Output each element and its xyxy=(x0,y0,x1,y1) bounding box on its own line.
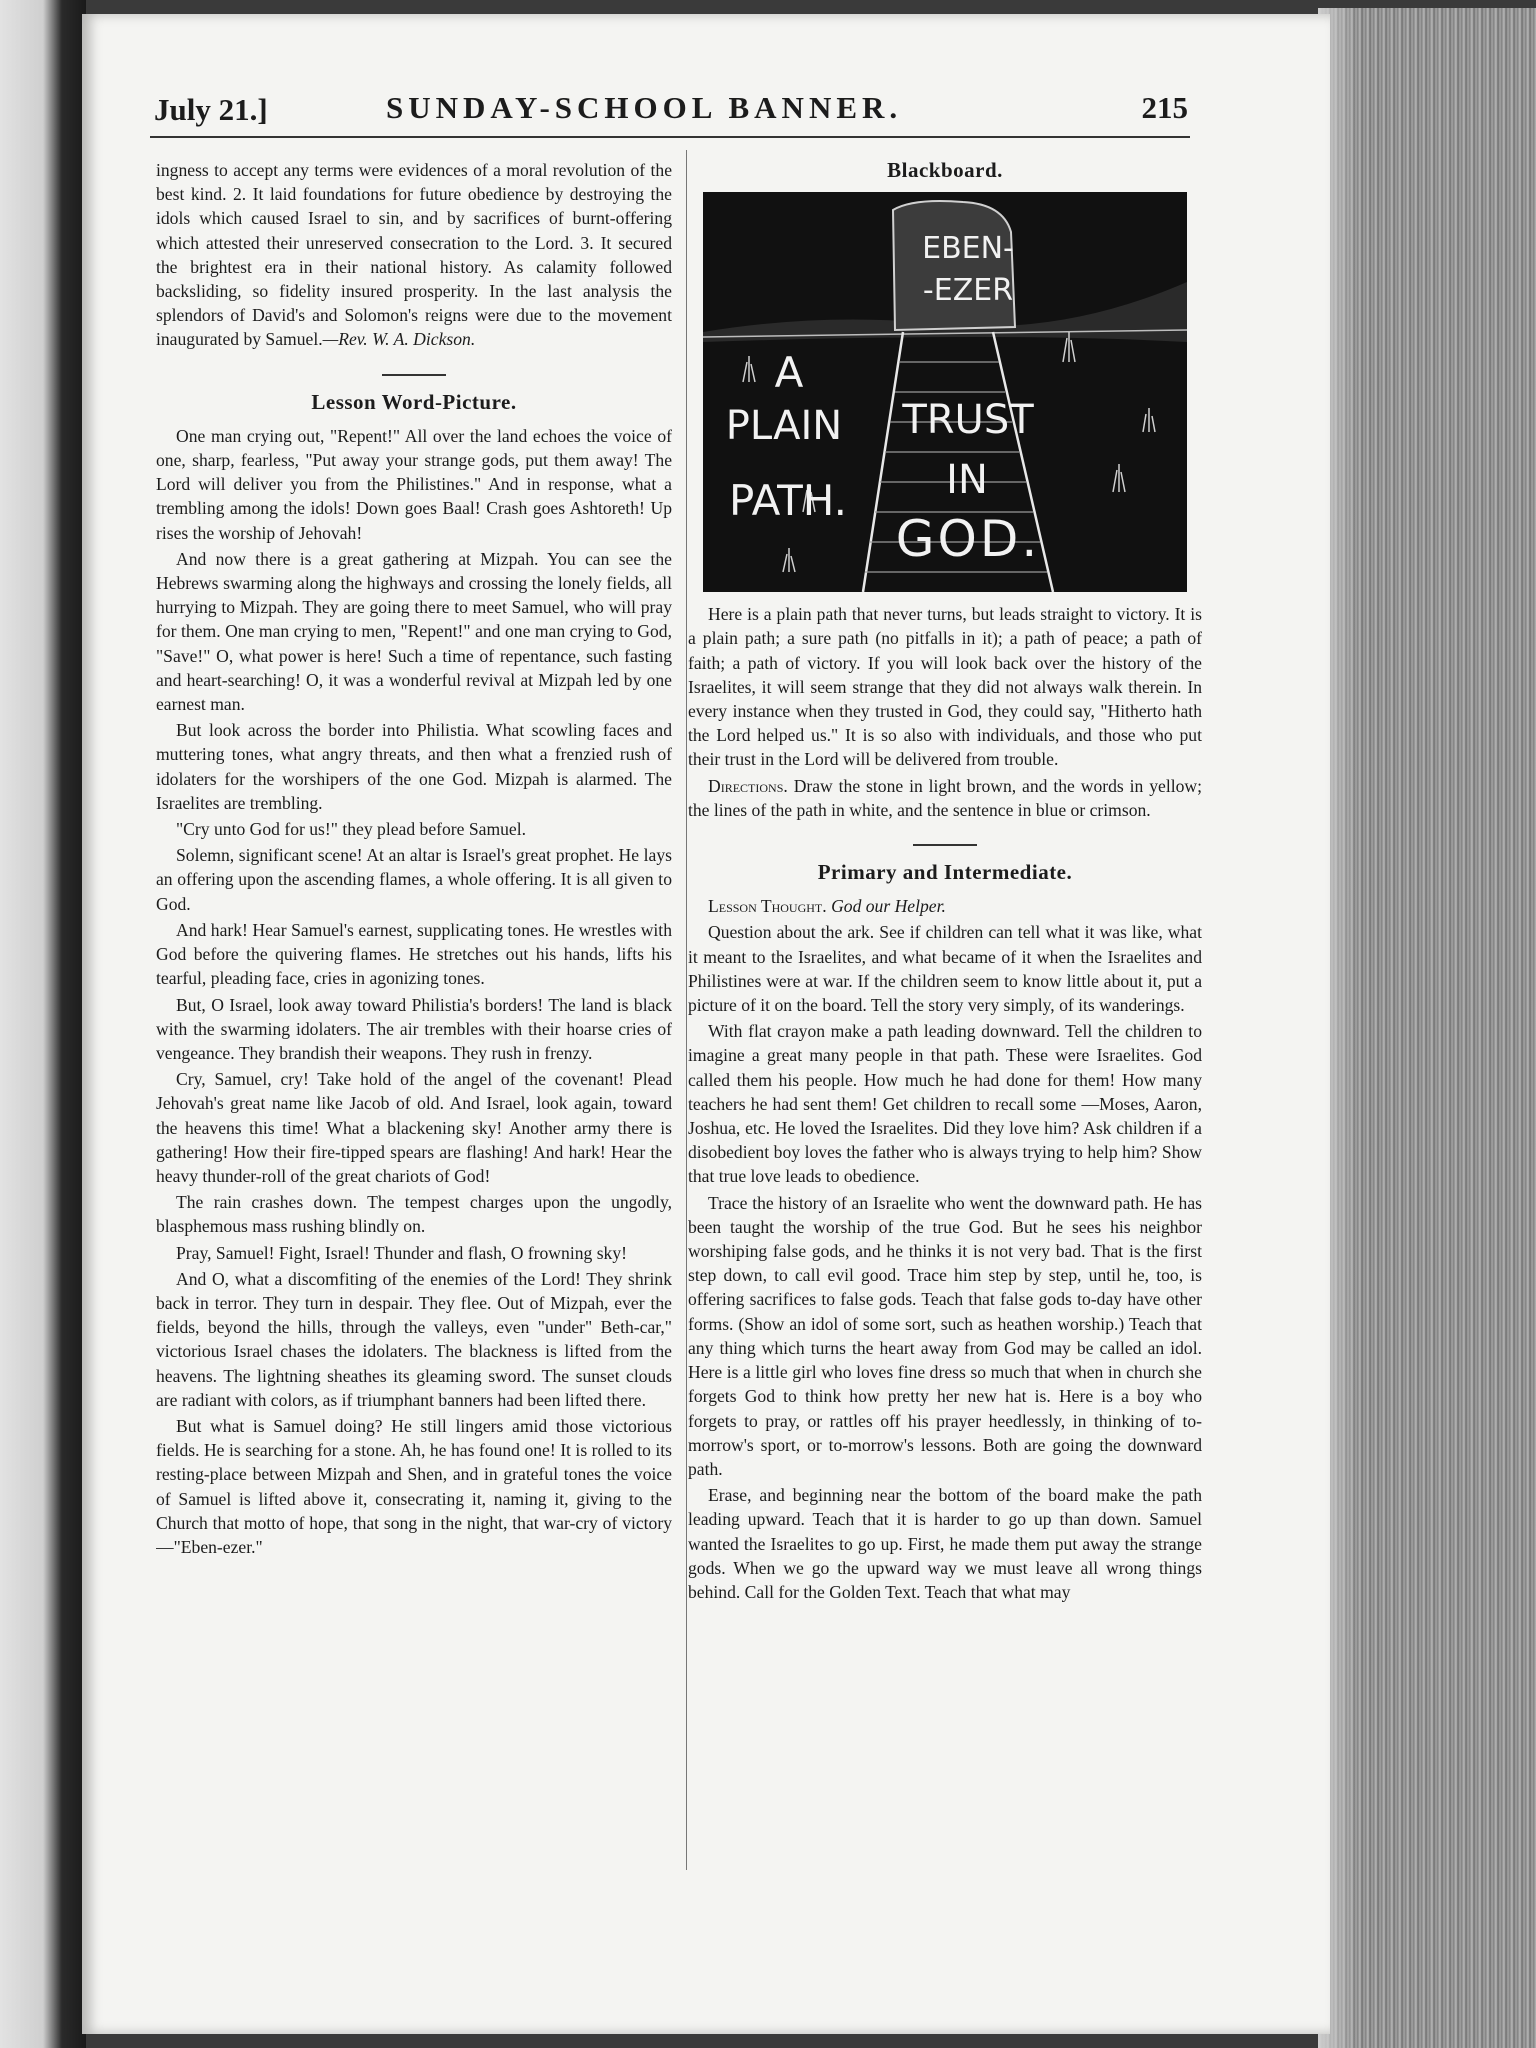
board-text-god: GOD. xyxy=(895,510,1041,569)
board-text-trust: TRUST xyxy=(902,397,1034,444)
paragraph: But look across the border into Philistia. What scowling faces and muttering tones, what angry threats, and then what a frenzied rush of idolaters for the worshipers of the one God. Mizpah is alarmed. The Israelites are trembling. xyxy=(156,720,672,813)
header-title: SUNDAY-SCHOOL BANNER. xyxy=(386,90,903,125)
opening-paragraph: ingness to accept any terms were evidences of a moral revolution of the best kind. 2. It laid foundations for future obedience by destroying the idols which caused Israel to sin, and by sacrifices of burnt-offering which attested their unreserved consecration to the Lord. 3. It secured the brightest era in their national history. As calamity followed backsliding, so fidelity insured prosperity. In the last analysis the splendors of David's and Solomon's reigns were due to the movement inaugurated by Samuel.—Rev. W. A. Dickson. xyxy=(156,160,672,350)
stone-line-1: EBEN- xyxy=(922,231,1014,267)
paragraph: And O, what a discomfiting of the enemies of the Lord! They shrink back in terror. They turn in despair. They flee. Out of Mizpah, ever the fields, beyond the hills, through the valleys, even "under" Beth-car," victorious Israel chases the idolaters. The blackness is lifted from the heavens. The lightning sheathes its gleaming sword. The sunset clouds are radiant with colors, as if triumphant banners had been lifted there. xyxy=(156,1268,672,1410)
board-text-plain: PLAIN xyxy=(725,403,843,450)
paragraph: But, O Israel, look away toward Philistia's borders! The land is black with the swarming idolaters. The air trembles with their hoarse cries of vengeance. They brandish their weapons. They rush in frenzy. xyxy=(156,994,672,1063)
board-text-in: IN xyxy=(946,457,988,504)
page-number: 215 xyxy=(1141,90,1188,125)
column-divider xyxy=(686,150,687,1870)
lesson-thought-label: Lesson Thought. xyxy=(708,896,827,917)
left-page-edge xyxy=(0,0,86,2048)
header-date: July 21.] xyxy=(154,92,268,127)
paragraph: And hark! Hear Samuel's earnest, supplicating tones. He wrestles with God before the quivering flames. He stretches out his hands, lifts his tearful, pleading face, cries in agonizing tones. xyxy=(156,919,672,989)
blackboard-heading: Blackboard. xyxy=(887,158,1003,182)
word-picture-heading: Lesson Word-Picture. xyxy=(311,389,517,414)
paragraph: And now there is a great gathering at Mizpah. You can see the Hebrews swarming along the highways and crossing the lonely fields, all hurrying to Mizpah. They are going there to meet Samuel, who will pray for them. One man crying to men, "Repent!" and one man crying to God, "Save!" O, what power is here! Such a time of repentance, such fasting and heart-searching! O, it was a wonderful revival at Mizpah led by one earnest man. xyxy=(156,548,672,715)
stone-inscription xyxy=(913,228,1023,312)
directions-text: Draw the stone in light brown, and the words in yellow; the lines of the path in white, and the sentence in blue or crimson. xyxy=(688,775,1202,820)
lesson-thought-text: God our Helper. xyxy=(831,896,946,917)
board-text-path: PATH. xyxy=(729,476,847,526)
paragraph: But what is Samuel doing? He still lingers amid those victorious fields. He is searching for a stone. Ah, he has found one! It is rolled to its resting-place between Mizpah and Shen, and in grateful tones the voice of Samuel is lifted above it, consecrating it, naming it, giving to the Church that motto of hope, that song in the night, that war-cry of victory—"Eben-ezer." xyxy=(156,1415,672,1557)
paragraph: The rain crashes down. The tempest charges upon the ungodly, blasphemous mass rushing blindly on. xyxy=(156,1192,672,1237)
section-rule xyxy=(382,374,446,376)
blackboard-illustration xyxy=(703,192,1187,592)
paragraph: Question about the ark. See if children can tell what it was like, what it meant to the Israelites, and what became of it when the Israelites and Philistines were at war. If the children seem to know little about it, put a picture of it on the board. Tell the story very simply, of its wanderings. xyxy=(688,922,1202,1016)
header-rule xyxy=(150,136,1190,138)
directions-label: Directions. xyxy=(708,775,788,796)
lesson-thought xyxy=(688,894,1202,918)
right-column xyxy=(688,158,1202,1898)
stone-line-2: -EZER xyxy=(922,273,1014,309)
book-page-stack xyxy=(1318,8,1536,2048)
left-column xyxy=(156,158,672,1878)
paragraph: Solemn, significant scene! At an altar is Israel's great prophet. He lays an offering upon the ascending flames, a whole offering. It is all given to God. xyxy=(156,845,672,914)
paragraph: Cry, Samuel, cry! Take hold of the angel of the covenant! Plead Jehovah's great name like Jacob of old. And Israel, look again, toward the heavens this time! What a blackening sky! Another army there is gathering! How their fire-tipped spears are flashing! And hark! Hear the heavy thunder-roll of the great chariots of God! xyxy=(156,1069,672,1186)
board-text-a: A xyxy=(774,348,804,398)
paragraph: Erase, and beginning near the bottom of the board make the path leading upward. Teach that it is harder to go up than down. Samuel wanted the Israelites to go up. First, he made them put away the strange gods. When we go the upward way we must leave all wrong things behind. Call for the Golden Text. Teach that what may xyxy=(688,1485,1202,1602)
running-header xyxy=(150,88,1190,134)
section-rule xyxy=(913,844,977,846)
blackboard-paragraph: Here is a plain path that never turns, but leads straight to victory. It is a plain path; a sure path (no pitfalls in it); a path of peace; a path of faith; a path of victory. If you will look back over the history of the Israelites, it will seem strange that they did not always walk therein. In every instance when they trusted in God, they could say, "Hitherto hath the Lord helped us." It is so also with individuals, and those who put their trust in the Lord will be delivered from trouble. xyxy=(688,604,1202,770)
paragraph: One man crying out, "Repent!" All over the land echoes the voice of one, sharp, fearless, "Put away your strange gods, put them away! The Lord will deliver you from the Philistines." And in response, what a trembling among the idols! Down goes Baal! Crash goes Ashtoreth! Up rises the worship of Jehovah! xyxy=(156,425,672,543)
opening-attribution: —Rev. W. A. Dickson. xyxy=(322,329,476,350)
paragraph: Pray, Samuel! Fight, Israel! Thunder and flash, O frowning sky! xyxy=(176,1242,627,1263)
primary-heading: Primary and Intermediate. xyxy=(817,860,1073,885)
paragraph: With flat crayon make a path leading downward. Tell the children to imagine a great many people in that path. These were Israelites. God called them his people. How much he had done for them! How many teachers he had sent them! Get children to recall some —Moses, Aaron, Joshua, etc. He loved the Israelites. Did they love him? Ask children if a disobedient boy loves the father who is always trying to help him? Show that true love leads to obedience. xyxy=(688,1021,1202,1187)
directions-paragraph xyxy=(688,774,1202,822)
paragraph: "Cry unto God for us!" they plead before Samuel. xyxy=(176,819,527,840)
paragraph: Trace the history of an Israelite who went the downward path. He has been taught the worship of the true God. But he sees his neighbor worshiping false gods, and he thinks it is not very bad. That is the first step down, to call evil good. Trace him step by step, until he, too, is offering sacrifices to false gods. Teach that false gods to-day have other forms. (Show an idol of some sort, such as heathen worship.) Teach that any thing which turns the heart away from God may be called an idol. Here is a little girl who loves fine dress so much that when in church she forgets God to think how pretty her new hat is. Here is a boy who forgets to pray, or rattles off his prayer heedlessly, in thinking of to-morrow's sport, or to-morrow's lessons. Both are going the downward path. xyxy=(688,1192,1202,1479)
